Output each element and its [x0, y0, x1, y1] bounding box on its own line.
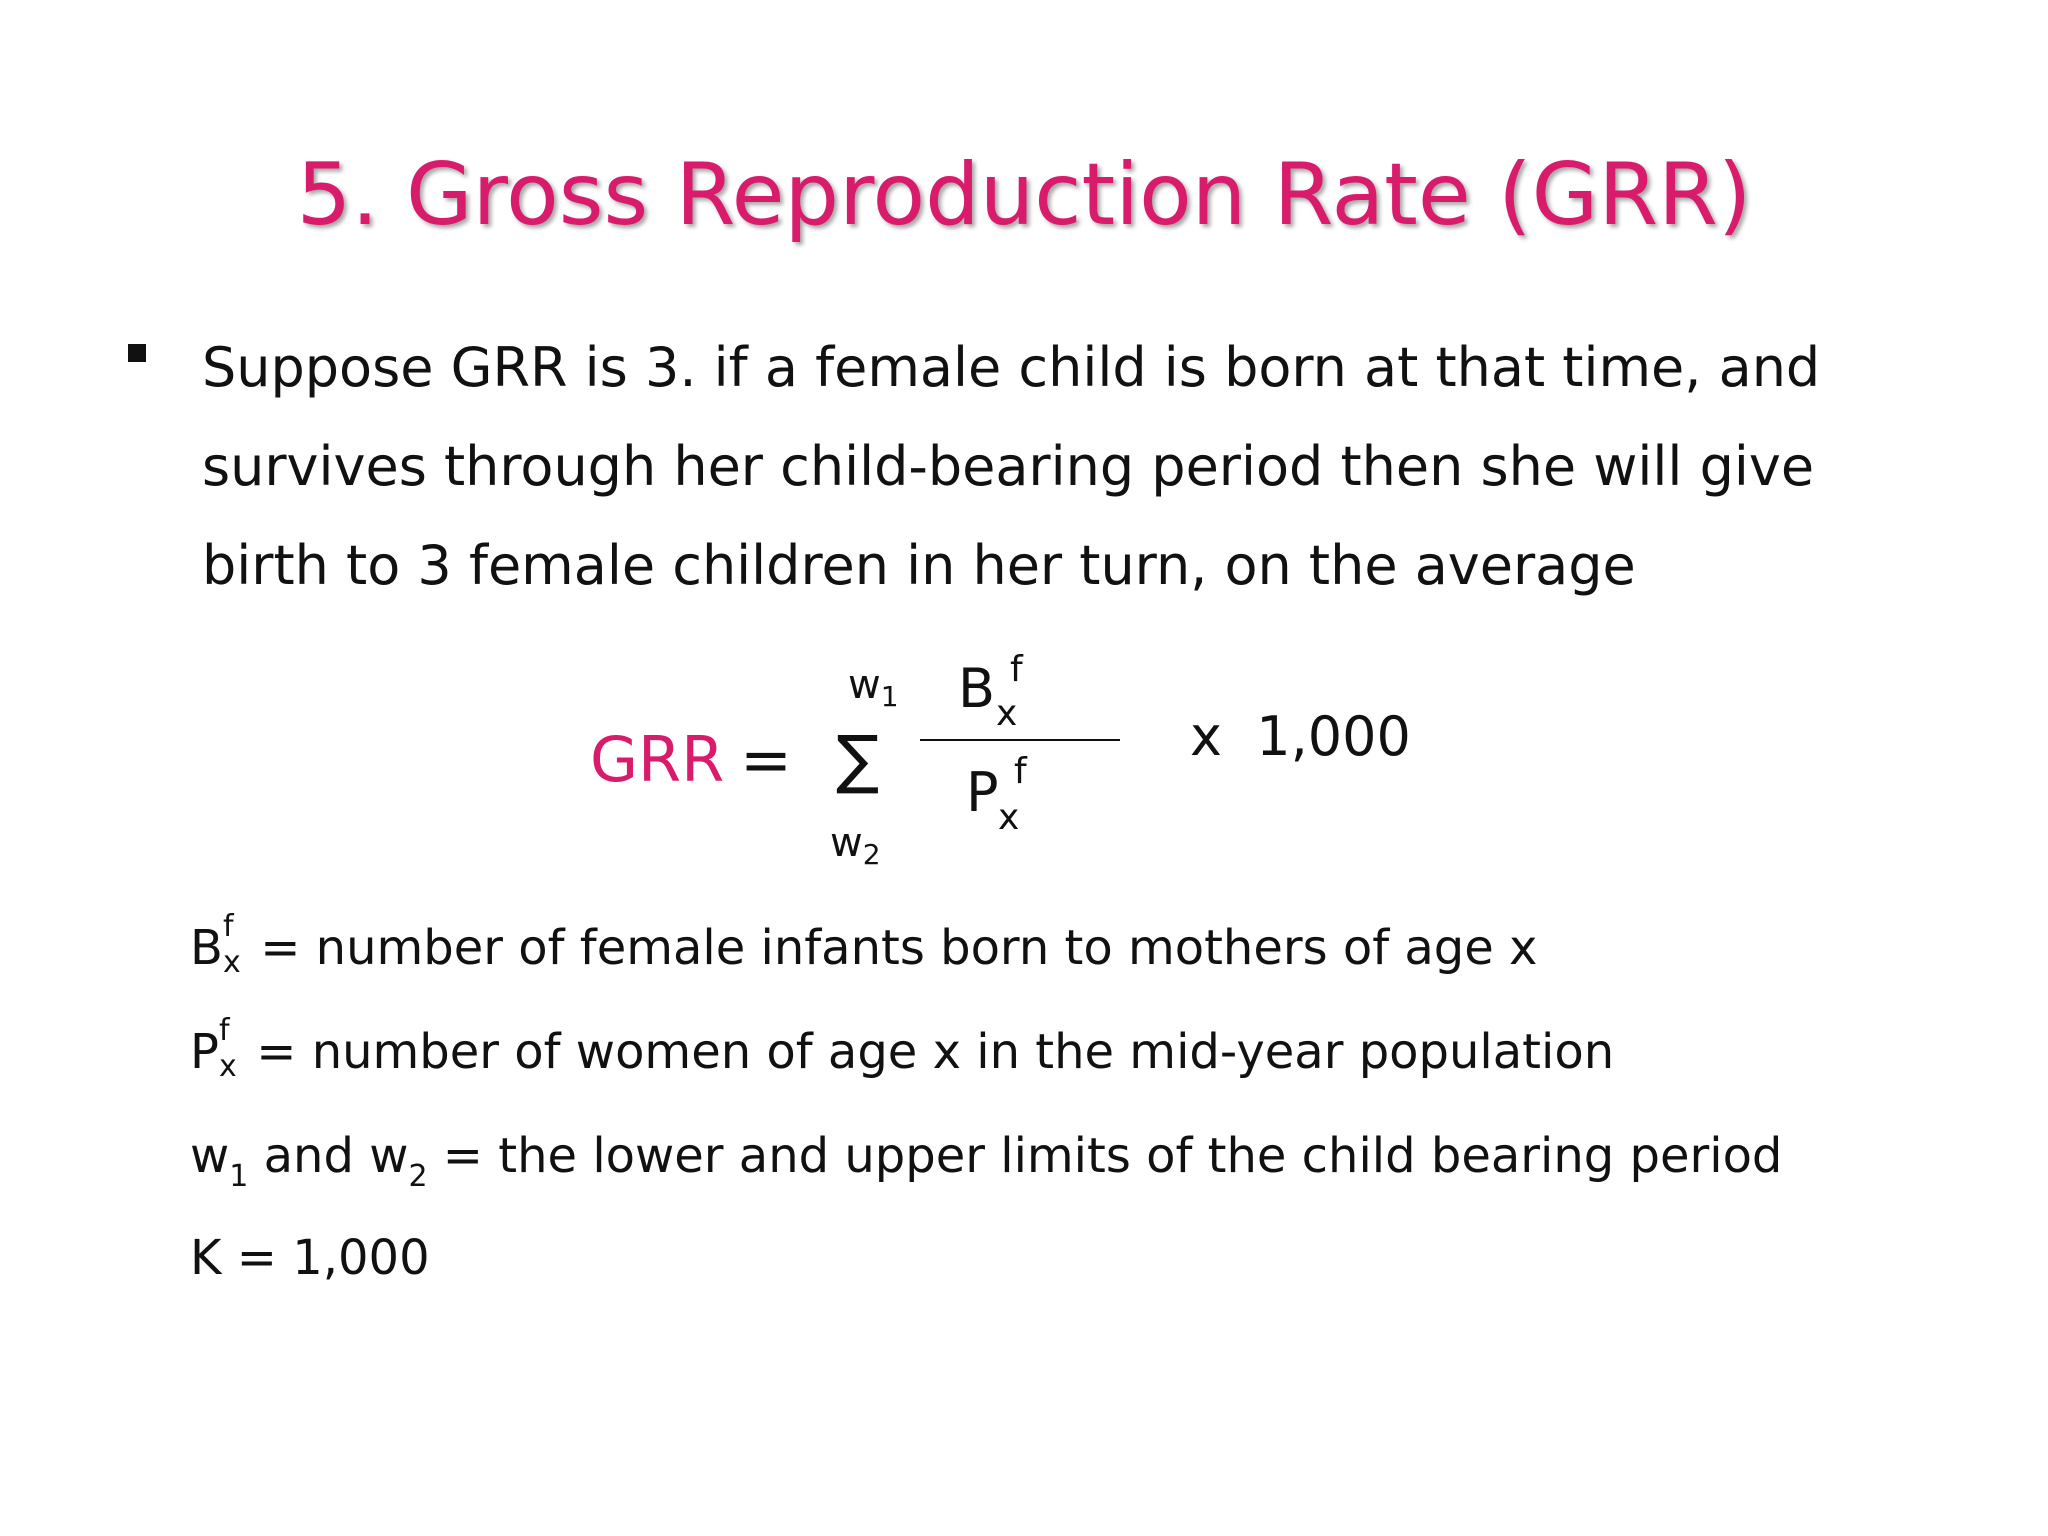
px-definition-text: = number of women of age x in the mid-year population	[240, 1024, 1615, 1080]
w-and-text: and	[248, 1128, 370, 1184]
slide-title: 5. Gross Reproduction Rate (GRR)	[296, 145, 1752, 245]
bullet-line-2: survives through her child-bearing period then she will give	[202, 435, 1815, 498]
summation-lower-limit	[830, 818, 881, 880]
definition-px	[190, 1013, 1615, 1084]
denominator-symbol: P	[966, 761, 999, 824]
bullet-line-3: birth to 3 female children in her turn, on the average	[202, 534, 1636, 597]
definition-k: K = 1,000	[190, 1230, 430, 1286]
bx-indices	[222, 909, 245, 980]
fraction-denominator	[966, 751, 1027, 838]
w2-symbol: w	[369, 1128, 409, 1184]
denominator-subscript: x	[998, 797, 1020, 838]
upper-limit-subscript: 1	[880, 680, 899, 713]
definition-bx	[190, 909, 1538, 980]
px-superscript: f	[218, 1013, 230, 1048]
bx-superscript: f	[222, 909, 234, 944]
fraction-numerator	[958, 649, 1023, 734]
formula-lhs: GRR	[590, 723, 725, 796]
definition-w	[190, 1126, 1782, 1193]
px-subscript: x	[218, 1049, 237, 1084]
bx-symbol: B	[190, 920, 223, 976]
formula-multiplier: x 1,000	[1190, 705, 1411, 768]
bullet-line-1: Suppose GRR is 3. if a female child is born at that time, and	[202, 336, 1821, 399]
denominator-superscript: f	[1014, 751, 1027, 792]
summation-upper-limit	[848, 660, 899, 722]
numerator-subscript: x	[996, 693, 1018, 734]
upper-limit-symbol: w	[848, 662, 881, 708]
bx-definition-text: = number of female infants born to mothers of age x	[244, 920, 1538, 976]
lower-limit-subscript: 2	[862, 838, 881, 871]
w-definition-text: = the lower and upper limits of the child bearing period	[427, 1128, 1783, 1184]
formula-equals: =	[740, 723, 792, 796]
fraction-bar	[920, 739, 1120, 741]
lower-limit-symbol: w	[830, 820, 863, 866]
px-indices	[218, 1013, 241, 1084]
numerator-superscript: f	[1010, 649, 1023, 690]
summation-sign: ∑	[836, 723, 880, 797]
w1-symbol: w	[190, 1128, 230, 1184]
w1-subscript: 1	[229, 1159, 249, 1194]
bx-subscript: x	[222, 945, 241, 980]
numerator-symbol: B	[958, 657, 996, 720]
px-symbol: P	[190, 1024, 219, 1080]
w2-subscript: 2	[408, 1159, 428, 1194]
